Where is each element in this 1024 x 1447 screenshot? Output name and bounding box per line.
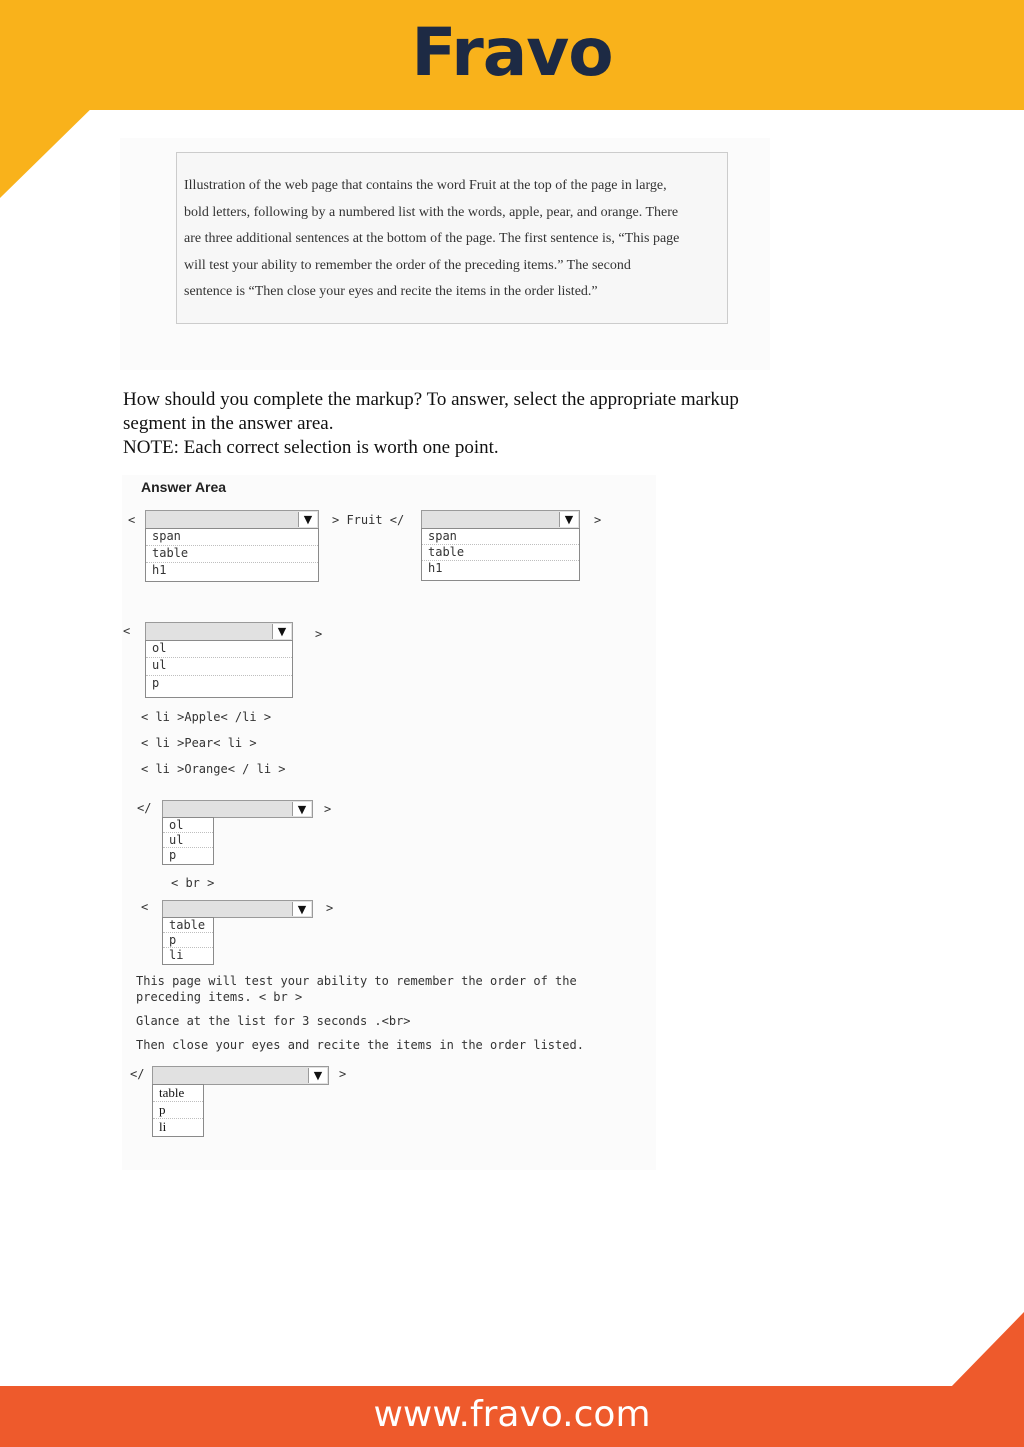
dropdown-option[interactable]: p xyxy=(152,676,160,690)
tag-open-bracket: < xyxy=(141,900,149,914)
dropdown-option[interactable]: h1 xyxy=(152,563,167,577)
illustration-text xyxy=(184,173,720,306)
list-close-dropdown-options xyxy=(162,817,214,865)
dropdown-option[interactable]: p xyxy=(169,848,177,862)
list-open-dropdown-options xyxy=(145,640,293,698)
dropdown-option[interactable]: span xyxy=(146,529,318,546)
dropdown-option[interactable]: h1 xyxy=(428,561,443,575)
dropdown-option[interactable]: p xyxy=(153,1102,203,1119)
question-line-2: segment in the answer area. xyxy=(123,413,334,434)
triangle-down-icon[interactable]: ▼ xyxy=(298,512,317,527)
dropdown-option[interactable]: table xyxy=(422,545,579,561)
triangle-down-icon[interactable]: ▼ xyxy=(559,512,578,527)
paragraph-open-dropdown[interactable] xyxy=(162,900,313,918)
answer-area-title: Answer Area xyxy=(141,479,227,495)
tag-open-bracket: < xyxy=(123,624,131,638)
logo: Fravo xyxy=(411,14,613,91)
sentence-line: Then close your eyes and recite the items in the order listed. xyxy=(136,1038,584,1052)
dropdown-option[interactable]: table xyxy=(146,546,318,563)
heading-open-dropdown-options xyxy=(145,528,319,582)
br-tag: < br > xyxy=(171,876,215,890)
triangle-down-icon[interactable]: ▼ xyxy=(272,624,291,639)
dropdown-option[interactable]: table xyxy=(153,1085,203,1102)
tag-open-bracket: < xyxy=(128,513,136,527)
footer-corner-decoration xyxy=(950,1312,1024,1388)
list-item-apple: < li >Apple< /li > xyxy=(141,710,272,724)
tag-open-bracket: </ xyxy=(137,801,152,815)
illustration-line: bold letters, following by a numbered list with the words, apple, pear, and orange. There xyxy=(184,204,679,220)
illustration-line: Illustration of the web page that contains the word Fruit at the top of the page in large, xyxy=(184,178,667,193)
list-close-dropdown[interactable] xyxy=(162,800,313,818)
footer-url: www.fravo.com xyxy=(373,1394,651,1435)
heading-close-dropdown[interactable] xyxy=(421,510,580,529)
dropdown-option[interactable]: p xyxy=(163,933,213,948)
list-open-dropdown[interactable] xyxy=(145,622,293,641)
tag-open-bracket: </ xyxy=(130,1067,145,1081)
dropdown-option[interactable]: li xyxy=(159,1119,167,1134)
dropdown-option[interactable]: ul xyxy=(146,658,292,676)
dropdown-option[interactable]: li xyxy=(169,948,184,962)
question-line-1: How should you complete the markup? To answer, select the appropriate markup xyxy=(123,389,739,410)
dropdown-option[interactable]: ul xyxy=(163,833,213,848)
fruit-heading-text: > Fruit </ xyxy=(332,513,405,527)
dropdown-option[interactable]: span xyxy=(422,529,579,545)
triangle-down-icon[interactable]: ▼ xyxy=(292,902,311,916)
sentence-line: Glance at the list for 3 seconds .<br> xyxy=(136,1014,411,1028)
illustration-line: sentence is “Then close your eyes and recite the items in the order listed.” xyxy=(184,284,598,299)
list-item-orange: < li >Orange< / li > xyxy=(141,762,286,776)
illustration-line: are three additional sentences at the bottom of the page. The first sentence is, “This page xyxy=(184,231,680,246)
sentence-line: preceding items. < br > xyxy=(136,990,303,1004)
tag-close-bracket: > xyxy=(315,627,323,641)
tag-close-bracket: > xyxy=(339,1067,347,1081)
tag-close-bracket: > xyxy=(324,802,332,816)
dropdown-option[interactable]: ol xyxy=(146,641,292,658)
paragraph-close-dropdown[interactable] xyxy=(152,1066,329,1085)
list-item-pear: < li >Pear< li > xyxy=(141,736,257,750)
heading-close-dropdown-options xyxy=(421,528,580,581)
sentence-line: This page will test your ability to remember the order of the xyxy=(136,974,577,988)
paragraph-open-dropdown-options xyxy=(162,917,214,965)
tag-close-bracket: > xyxy=(326,901,334,915)
dropdown-option[interactable]: ol xyxy=(163,818,213,833)
paragraph-close-dropdown-options xyxy=(152,1084,204,1137)
illustration-line: will test your ability to remember the order of the preceding items.” The second xyxy=(184,257,631,273)
triangle-down-icon[interactable]: ▼ xyxy=(308,1068,327,1083)
triangle-down-icon[interactable]: ▼ xyxy=(292,802,311,816)
tag-close-bracket: > xyxy=(594,513,602,527)
heading-open-dropdown[interactable] xyxy=(145,510,319,529)
dropdown-option[interactable]: table xyxy=(163,918,213,933)
question-note: NOTE: Each correct selection is worth one point. xyxy=(123,437,499,458)
